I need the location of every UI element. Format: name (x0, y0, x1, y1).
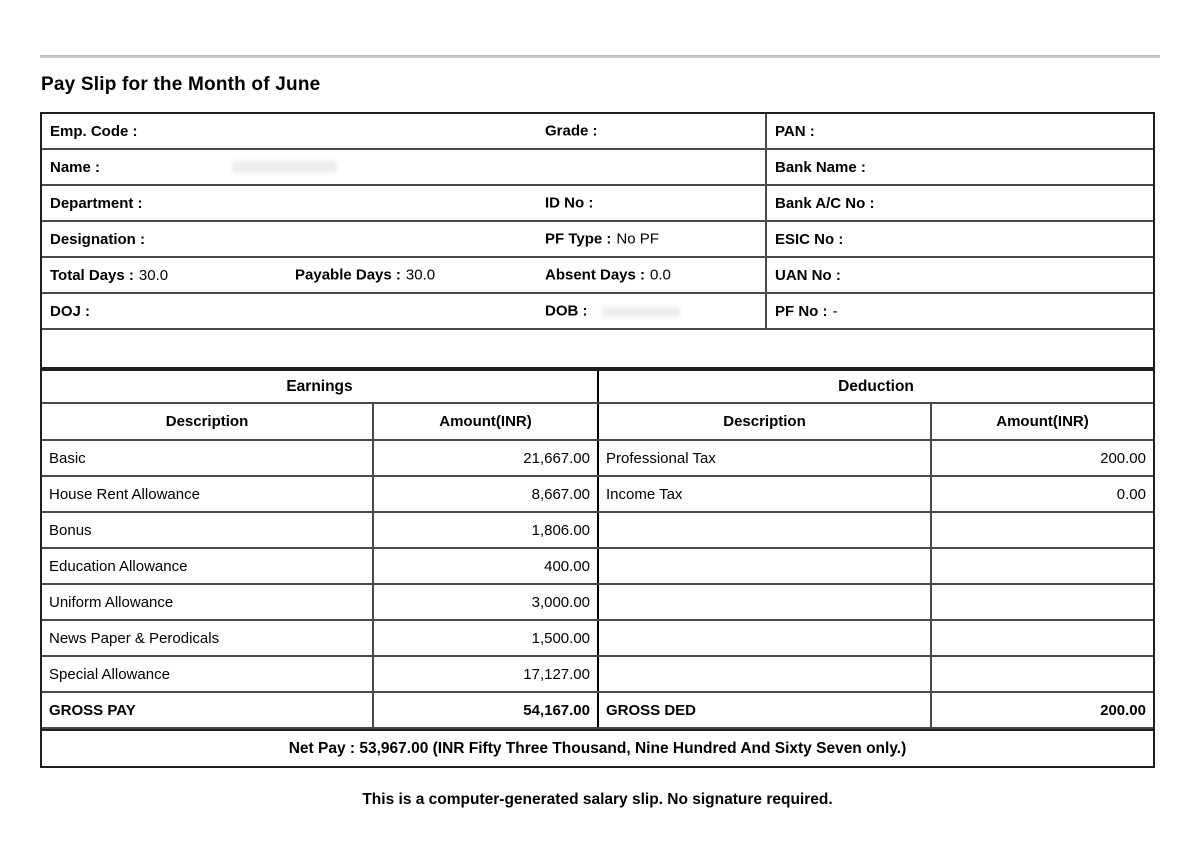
earning-amount: 17,127.00 (374, 657, 599, 691)
pf-no-value: - (832, 302, 838, 320)
earning-amount: 400.00 (374, 549, 599, 583)
table-row (42, 441, 1153, 477)
deduction-amount-header: Amount(INR) (996, 413, 1089, 430)
esic-cell (765, 222, 1153, 256)
name-label: Name : (50, 158, 101, 176)
deduction-description: Income Tax (599, 477, 932, 511)
earning-amount: 21,667.00 (374, 441, 599, 475)
section-header-row (42, 371, 1153, 404)
name-cell (42, 150, 765, 184)
earnings-section-title: Earnings (42, 371, 599, 402)
totals-row (42, 693, 1153, 729)
gross-pay-amount: 54,167.00 (374, 693, 599, 727)
earnings-amount-header: Amount(INR) (374, 404, 599, 439)
pf-type-pair (545, 231, 659, 248)
absent-days-value: 0.0 (650, 266, 671, 284)
uan-no-label: UAN No : (775, 266, 841, 284)
earning-amount: 1,806.00 (374, 513, 599, 547)
earning-amount: 1,500.00 (374, 621, 599, 655)
earning-description: News Paper & Perodicals (42, 621, 374, 655)
deduction-amount: 0.00 (1116, 485, 1146, 503)
doj-label: DOJ : (50, 302, 91, 320)
earning-description: Basic (42, 441, 374, 475)
redacted-dob (602, 307, 680, 317)
pan-label: PAN : (775, 122, 815, 140)
pan-cell (765, 114, 1153, 148)
pf-type-value: No PF (616, 230, 659, 248)
info-row-days (42, 258, 1153, 294)
id-no-label: ID No : (545, 194, 594, 212)
bank-ac-no-label: Bank A/C No : (775, 194, 875, 212)
payable-days-label: Payable Days : (295, 266, 401, 284)
deduction-amount (932, 585, 1153, 619)
payable-days-pair (295, 267, 435, 284)
department-label: Department : (50, 194, 143, 212)
info-row-doj (42, 294, 1153, 330)
deduction-amount (932, 621, 1153, 655)
deduction-amount (932, 513, 1153, 547)
table-row (42, 477, 1153, 513)
employee-info-table (40, 112, 1155, 369)
salary-breakup-table (40, 369, 1155, 768)
table-row (42, 621, 1153, 657)
payable-days-value: 30.0 (405, 266, 436, 284)
department-cell (42, 186, 765, 220)
table-row (42, 585, 1153, 621)
earning-description: Special Allowance (42, 657, 374, 691)
top-divider (40, 55, 1160, 58)
deduction-section-title: Deduction (838, 377, 914, 395)
info-row-department (42, 186, 1153, 222)
deduction-description (599, 657, 932, 691)
bank-name-cell (765, 150, 1153, 184)
redacted-name (232, 161, 337, 173)
doj-cell (42, 294, 765, 328)
pf-no-cell (765, 294, 1153, 328)
dob-label: DOB : (545, 302, 588, 320)
gross-ded-amount: 200.00 (1100, 701, 1146, 719)
esic-no-label: ESIC No : (775, 230, 844, 248)
blank-cell (42, 330, 1153, 367)
table-row (42, 657, 1153, 693)
deduction-description-header: Description (599, 404, 932, 439)
footer-note: This is a computer-generated salary slip. No signature required. (362, 791, 833, 808)
earning-description: Uniform Allowance (42, 585, 374, 619)
total-days-pair (50, 267, 168, 284)
deduction-amount (932, 549, 1153, 583)
absent-days-pair (545, 267, 671, 284)
total-days-label: Total Days : (50, 266, 134, 284)
gross-ded-label: GROSS DED (599, 693, 932, 727)
designation-label: Designation : (50, 230, 146, 248)
gross-pay-label: GROSS PAY (42, 693, 374, 727)
deduction-amount (932, 657, 1153, 691)
uan-cell (765, 258, 1153, 292)
net-pay-row: Net Pay : 53,967.00 (INR Fifty Three Thousand, Nine Hundred And Sixty Seven only.) (42, 729, 1153, 766)
earning-description: Education Allowance (42, 549, 374, 583)
total-days-value: 30.0 (138, 266, 169, 284)
earning-description: House Rent Allowance (42, 477, 374, 511)
deduction-description (599, 549, 932, 583)
bank-name-label: Bank Name : (775, 158, 866, 176)
deduction-description: Professional Tax (599, 441, 932, 475)
grade-label: Grade : (545, 122, 598, 140)
pf-no-label: PF No : (775, 302, 828, 320)
pf-type-label: PF Type : (545, 230, 612, 248)
earning-amount: 3,000.00 (374, 585, 599, 619)
days-cell (42, 258, 765, 292)
deduction-description (599, 585, 932, 619)
column-header-row (42, 404, 1153, 441)
deduction-amount: 200.00 (1100, 449, 1146, 467)
earning-amount: 8,667.00 (374, 477, 599, 511)
emp-code-label: Emp. Code : (50, 122, 138, 140)
bank-ac-cell (765, 186, 1153, 220)
deduction-description (599, 621, 932, 655)
table-row (42, 549, 1153, 585)
info-row-blank (42, 330, 1153, 367)
earning-description: Bonus (42, 513, 374, 547)
emp-code-cell (42, 114, 765, 148)
info-row-designation (42, 222, 1153, 258)
page-title: Pay Slip for the Month of June (41, 74, 321, 95)
info-row-empcode (42, 114, 1153, 150)
earnings-description-header: Description (42, 404, 374, 439)
absent-days-label: Absent Days : (545, 266, 646, 284)
deduction-description (599, 513, 932, 547)
designation-cell (42, 222, 765, 256)
table-row (42, 513, 1153, 549)
info-row-name (42, 150, 1153, 186)
